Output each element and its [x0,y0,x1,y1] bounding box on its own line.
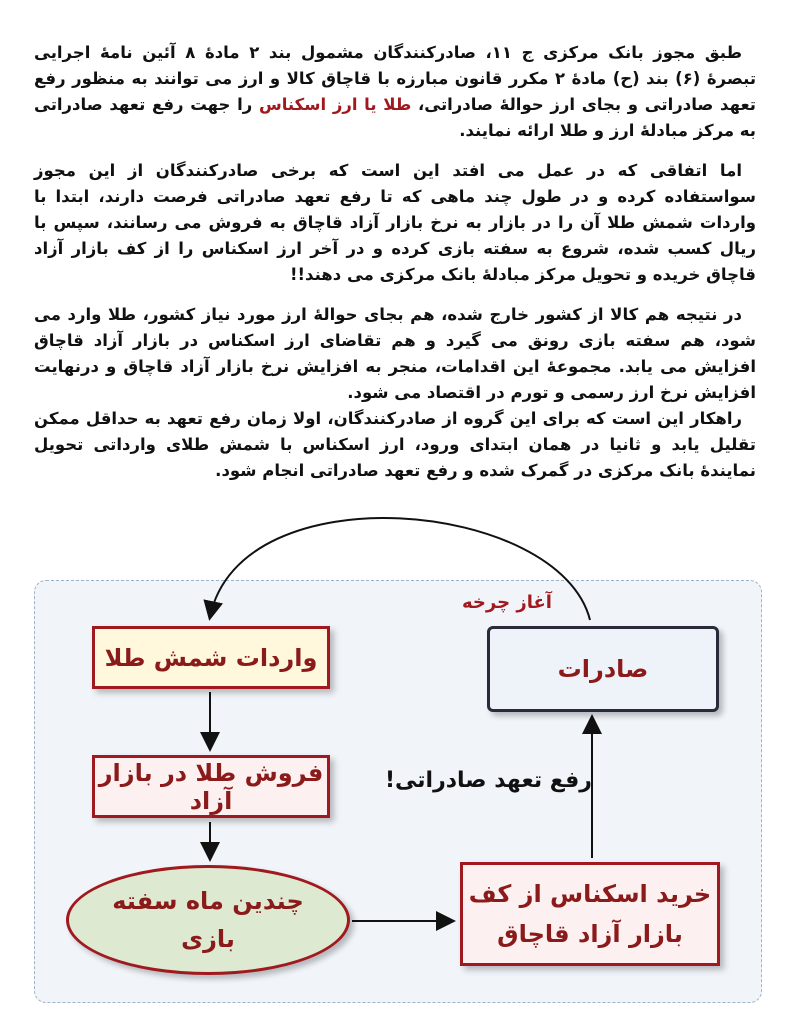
remove-commitment-label: رفع تعهد صادراتی! [385,768,592,793]
sell-gold-box: فروش طلا در بازار آزاد [92,755,330,818]
exports-box: صادرات [487,626,719,712]
buy-cash-box: خرید اسکناس از کف بازار آزاد قاچاق [460,862,720,966]
paragraph-4: راهکار این است که برای این گروه از صادرکنندگان، اولا زمان رفع تعهد به حداقل ممکن تقلیل یابد و ثانیا در همان ابتدای ورود، ارز اسکناس با شمش طلای وارداتی تحویل نمایندهٔ بانک مرکزی در گمرک شده و رفع تعهد صادراتی انجام شود. [34,409,756,480]
gold-import-box: واردات شمش طلا [92,626,330,689]
paragraph-1: طبق مجوز بانک مرکزی ج ۱۱، صادرکنندگان مشمول بند ۲ مادهٔ ۸ آئین نامهٔ اجرایی تبصرهٔ (۶) بند (ح) مادهٔ ۲ مکرر قانون مبارزه با قاچاق کالا و ارز می توانند به منظور رفع تعهد صادراتی و بجای ارز حوالهٔ صادراتی، طلا یا ارز اسکناس را جهت رفع تعهد صادراتی به مرکز مبادلهٔ ارز و طلا ارائه نمایند. [34,43,757,140]
speculation-ellipse: چندین ماه سفته بازی [66,865,350,975]
highlight-gold-cash: طلا یا ارز اسکناس [258,95,412,114]
paragraph-3: در نتیجه هم کالا از کشور خارج شده، هم بجای حوالهٔ ارز مورد نیاز کشور، طلا وارد می شود، هم سفته بازی رونق می گیرد و هم تقاضای ارز اسکناس در بازار آزاد قاچاق افزایش می یابد. مجموعهٔ این اقدامات، منجر به افزایش نرخ بازار آزاد قاچاق و درنهایت افزایش نرخ ارز رسمی و تورم در اقتصاد می شود. [34,305,756,402]
cycle-start-label: آغاز چرخه [462,592,552,613]
paragraph-2: اما اتفاقی که در عمل می افتد این است که برخی صادرکنندگان از این مجوز سواستفاده کرده و در طول چند ماهی که تا رفع تعهد صادراتی فرصت دارند، ابتدا با واردات شمش طلا آن را در بازار به نرخ بازار آزاد قاچاق به فروش می رسانند، سپس با ریال کسب شده، شروع به سفته بازی کرده و در آخر ارز اسکناس را از کف بازار آزاد قاچاق خریده و تحویل مرکز مبادلهٔ بانک مرکزی می دهند!! [34,161,756,284]
